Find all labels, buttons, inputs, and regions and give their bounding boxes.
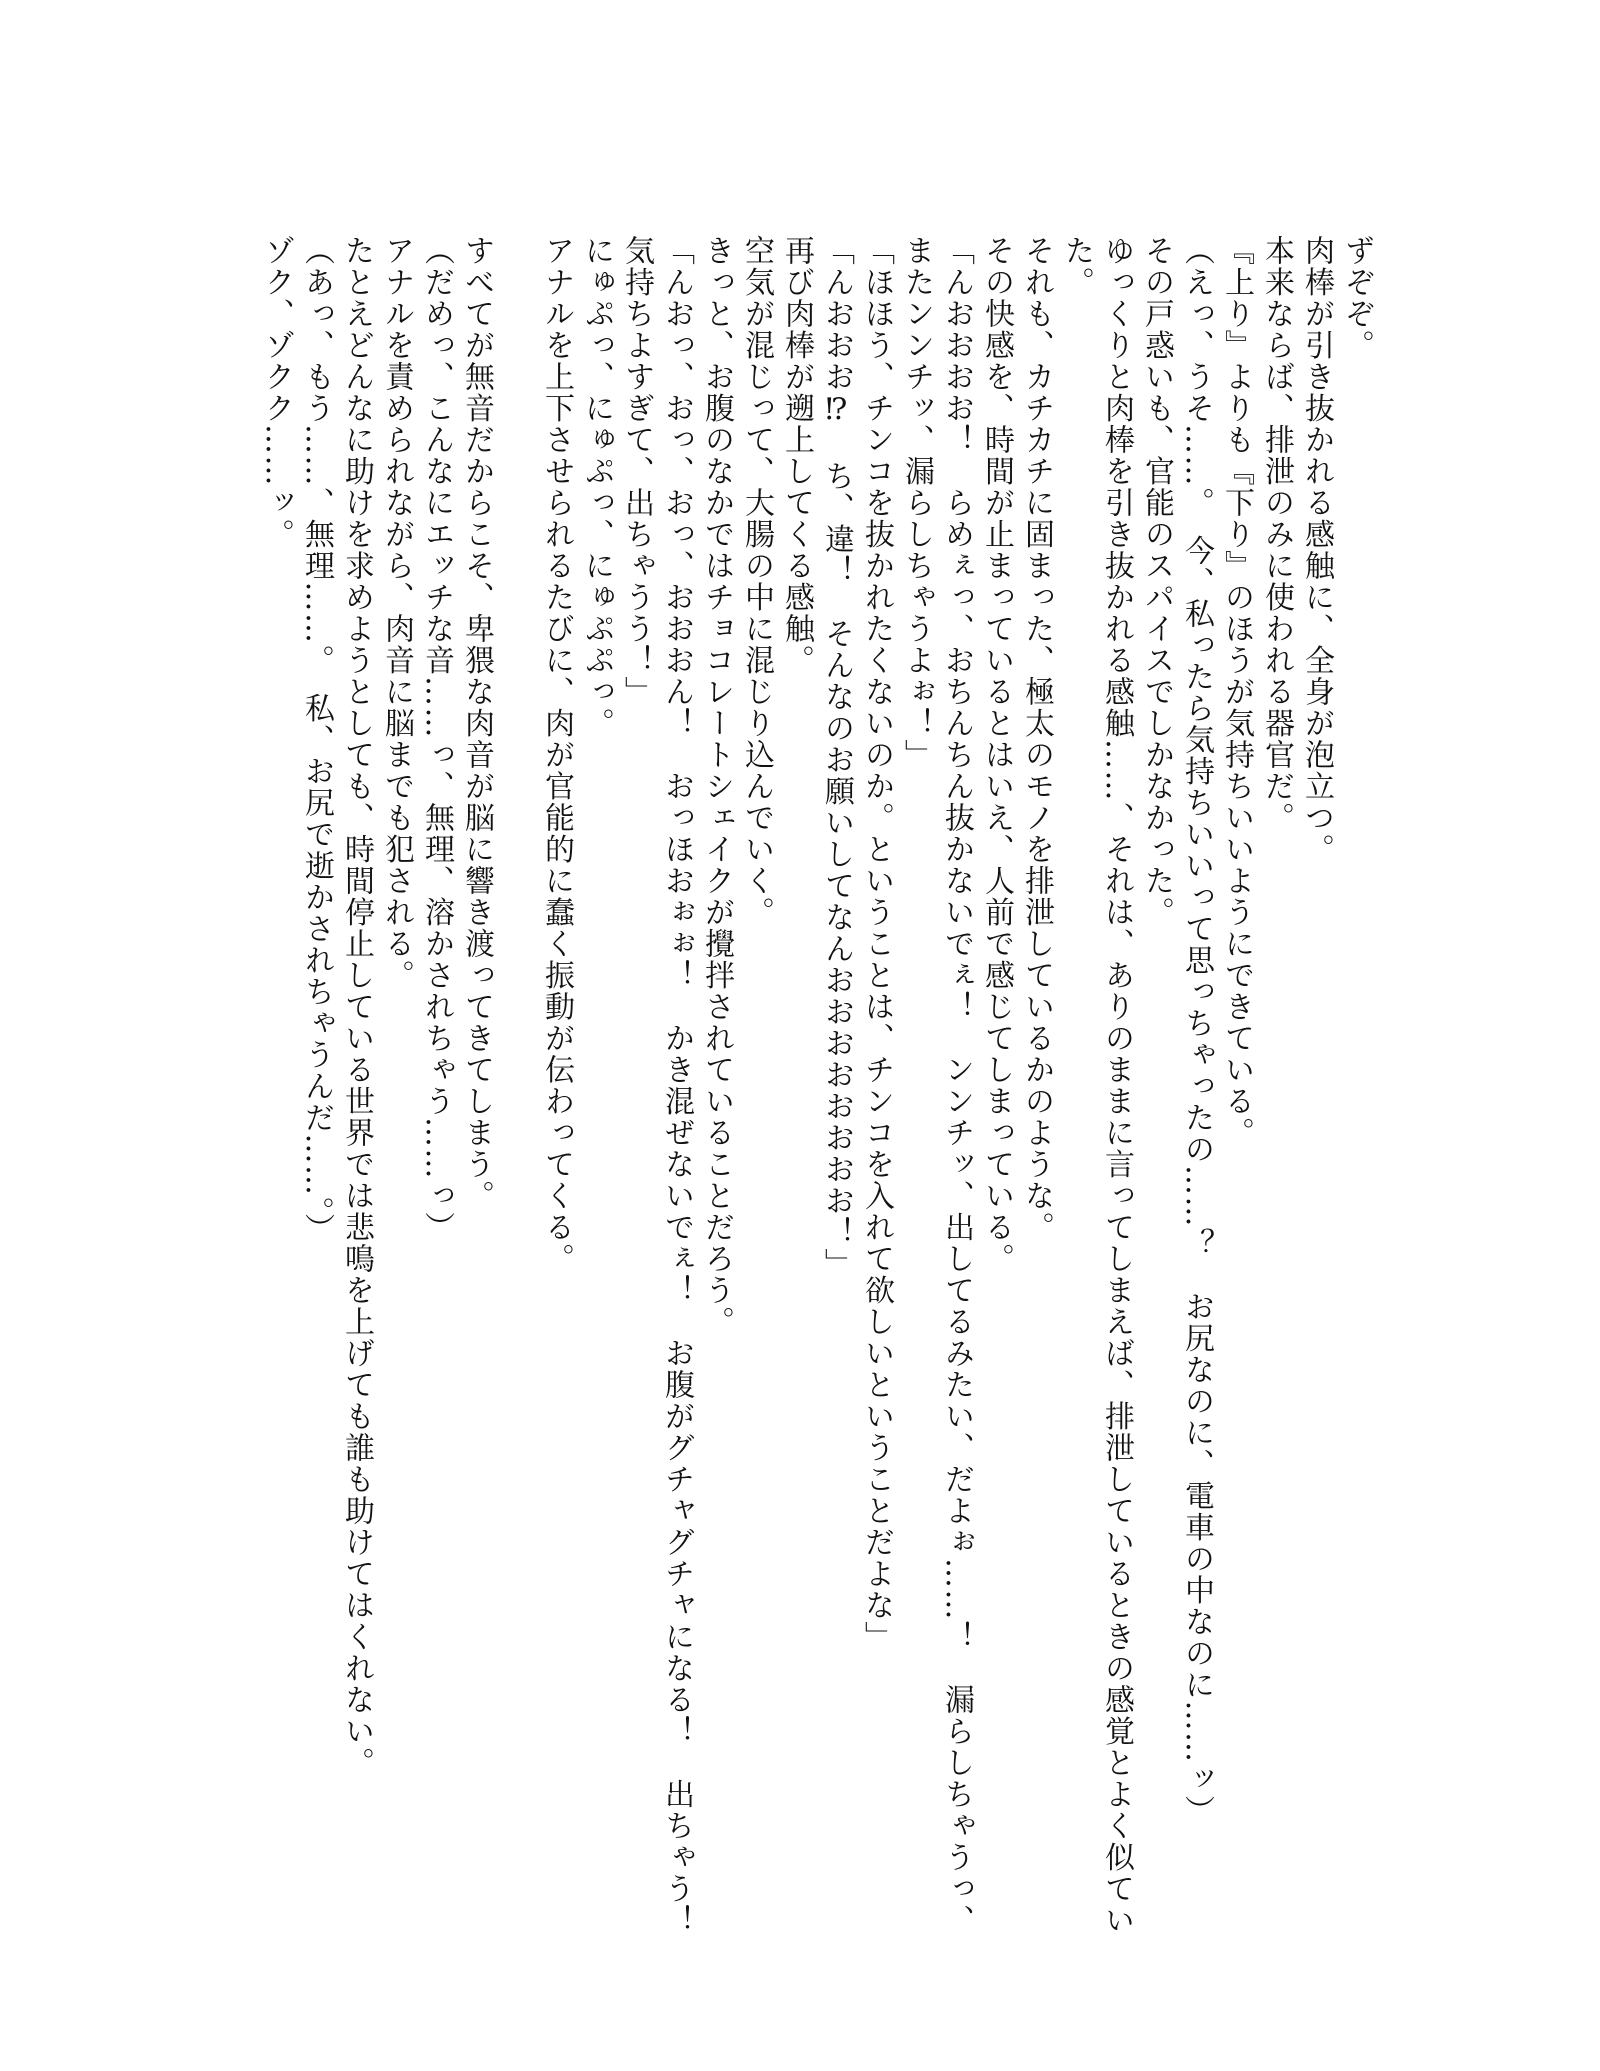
paragraph: すべてが無音だからこそ、卑猥な肉音が脳に響き渡ってきてしまう。 xyxy=(459,235,494,1212)
paragraph: その快感を、時間が止まっているとはいえ、人前で感じてしまっている。 xyxy=(979,235,1014,1275)
paragraph: その戸惑いも、官能のスパイスでしかなかった。 xyxy=(1139,235,1174,928)
paragraph: （あっ、もう……、無理……。 私、お尻で逝かされちゃうんだ……。） xyxy=(299,235,334,1245)
paragraph: （えっ、うそ……。 今、私ったら気持ちいいって思っちゃったの……？ お尻なのに、電車の中なのに……ッ） xyxy=(1179,235,1214,1827)
paragraph: 空気が混じって、大腸の中に混じり込んでいく。 xyxy=(739,235,774,928)
paragraph: たとえどんなに助けを求めようとしても、時間停止している世界では悲鳴を上げても誰も助けてはくれない。 xyxy=(339,235,374,1779)
paragraph: ゆっくりと肉棒を引き抜かれる感触……、それは、ありのままに言ってしまえば、排泄しているときの感覚とよく似ていた。 xyxy=(1059,235,1134,1936)
paragraph: 再び肉棒が遡上してくる感触。 xyxy=(779,235,814,676)
paragraph: 「んおおお⁉ ち、違！ そんなのお願いしてなんおおおおおおおお！」 xyxy=(819,235,854,1280)
paragraph: アナルを責められながら、肉音に脳までも犯される。 xyxy=(379,235,414,991)
paragraph: それも、カチカチに固まった、極太のモノを排泄しているかのような。 xyxy=(1019,235,1054,1243)
paragraph: （だめっ、こんなにエッチな音……っ、無理、溶かされちゃう……っ） xyxy=(419,235,454,1243)
paragraph: 「んおっ、おっ、おっ、おおおん！ おっほおぉぉ！ かき混ぜないでぇ！ お腹がグチャグチャになる！ 出ちゃう！ 気持ちよすぎて、出ちゃうう！」 xyxy=(619,235,694,1968)
paragraph: きっと、お腹のなかではチョコレートシェイクが攪拌されていることだろう。 xyxy=(699,235,734,1338)
paragraph: アナルを上下させられるたびに、肉が官能的に蠢く振動が伝わってくる。 xyxy=(539,235,574,1275)
text-block xyxy=(256,235,1376,1968)
paragraph: 『上り』よりも『下り』のほうが気持ちいいようにできている。 xyxy=(1219,235,1254,1149)
paragraph: 「ほほう、チンコを抜かれたくないのか。ということは、チンコを入れて欲しいということだよな」 xyxy=(859,235,894,1653)
paragraph: 肉棒が引き抜かれる感触に、全身が泡立つ。 xyxy=(1299,235,1334,865)
paragraph: ゾク、ゾクク……ッ。 xyxy=(259,235,294,550)
blank-line xyxy=(496,235,536,1941)
paragraph: にゅぷっ、にゅぷっ、にゅぷぷっ。 xyxy=(579,235,614,739)
paragraph: 本来ならば、排泄のみに使われる器官だ。 xyxy=(1259,235,1294,834)
paragraph: 「んおおおお！ らめぇっ、おちんちん抜かないでぇ！ ンンチッ、出してるみたい、だよぉ……！ 漏らしちゃうっ、またンンチッ、漏らしちゃうよぉ！」 xyxy=(899,235,974,1936)
paragraph: ずぞぞ。 xyxy=(1339,235,1374,361)
